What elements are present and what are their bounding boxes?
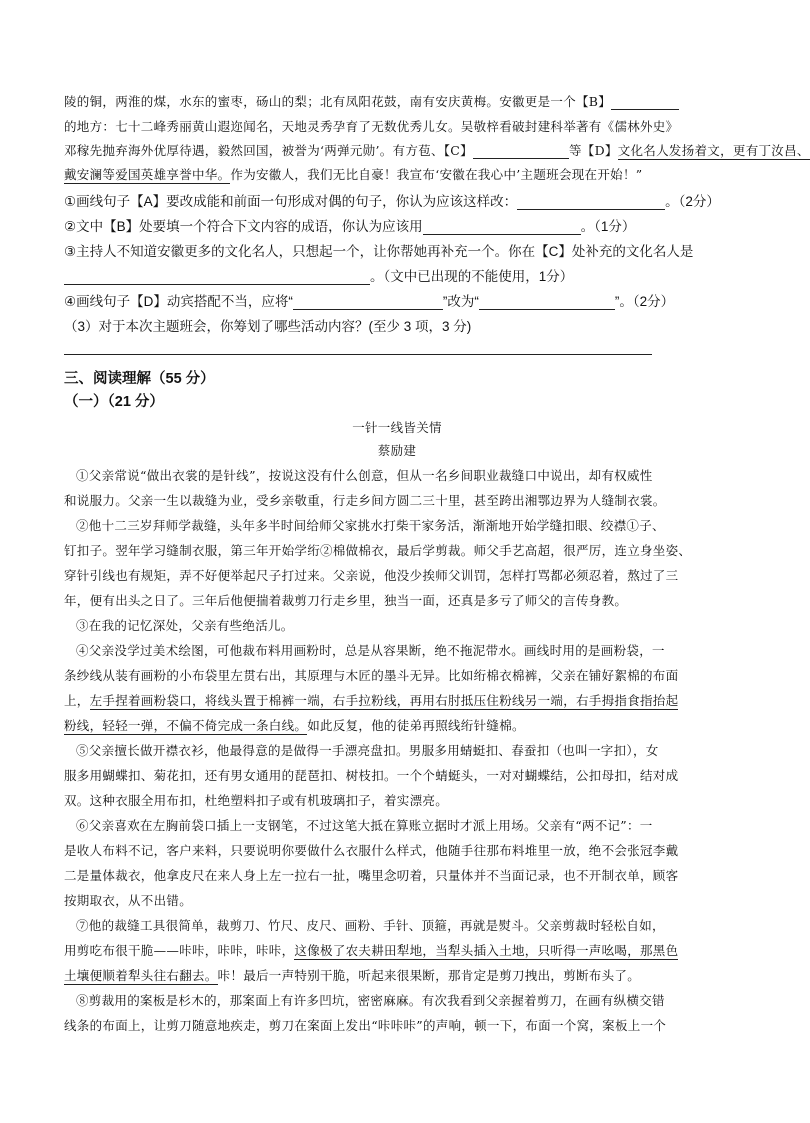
- paragraph-line: 是收人布料不记，客户来料，只要说明你要做什么衣服什么样式，他随手往那布料堆里一放，绝不会张冠李戴: [64, 843, 679, 858]
- paragraph-line: [64, 966, 736, 984]
- paragraph-text: 咔！最后一声特别干脆，听起来很果断，那肯定是剪刀拽出，剪断布头了。: [217, 968, 641, 983]
- blank-c[interactable]: [473, 144, 569, 159]
- question-score: 。（2分）: [665, 194, 720, 209]
- underlined-sentence: 土壤便顺着犁头往右翻去。: [64, 968, 218, 983]
- answer-blank-4b[interactable]: [479, 295, 615, 310]
- paragraph-line: 双。这种衣服全用布扣，杜绝塑料扣子或有机玻璃扣子，着实漂亮。: [64, 793, 449, 808]
- article-title: 一针一线皆关情: [352, 420, 442, 435]
- paragraph-text: 用剪吃布很干脆——咔咔，咔咔，咔咔，: [64, 943, 295, 958]
- paragraph-line: 和说服力。父亲一生以裁缝为业，受乡亲敬重，行走乡间方圆二三十里，甚至跨出湘鄂边界为人缝制衣裳。: [64, 493, 666, 508]
- answer-blank-3[interactable]: [64, 270, 370, 285]
- article-author: 蔡励建: [377, 443, 417, 458]
- paragraph-line: ⑥父亲喜欢在左胸前袋口插上一支钢笔，不过这笔大抵在算账立据时才派上用场。父亲有“两不记”：一: [76, 818, 653, 833]
- paragraph-line: ⑦他的裁缝工具很简单，裁剪刀、竹尺、皮尺、画粉、手针、顶箍，再就是熨斗。父亲剪裁时轻松自如，: [76, 918, 665, 933]
- paragraph-line: [64, 941, 736, 959]
- question-text: ②文中【B】处要填一个符合下文内容的成语，你认为应该用: [64, 219, 423, 234]
- question-5: （3）对于本次主题班会，你筹划了哪些活动内容？(至少 3 项，3 分): [64, 319, 472, 334]
- question-1: [64, 190, 736, 210]
- paragraph-line: 二是量体裁衣，他拿皮尺在来人身上左一拉右一扯，嘴里念叨着，只量体并不当面记录，也不开制衣单，顾客: [64, 868, 679, 883]
- question-4: [64, 290, 736, 310]
- underlined-sentence-d: 戴安澜等爱国英雄享誉中华。: [64, 167, 231, 182]
- intro-line-2: 的地方：七十二峰秀丽黄山遐迩闻名，天地灵秀孕育了无数优秀儿女。吴敬梓看破封建科举著有《儒林外史》: [64, 119, 679, 134]
- paragraph-line: ⑤父亲擅长做开襟衣衫，他最得意的是做得一手漂亮盘扣。男服多用蜻蜓扣、春蚕扣（也叫一字扣），女: [76, 743, 659, 758]
- paragraph-line: [64, 716, 736, 734]
- answer-line-5[interactable]: [64, 354, 652, 355]
- answer-blank-2[interactable]: [423, 220, 581, 235]
- paragraph-line: ④父亲没学过美术绘图，可他裁布料用画粉时，总是从容果断，绝不拖泥带水。画线时用的是画粉袋，一: [76, 643, 665, 658]
- answer-blank-4a[interactable]: [293, 295, 443, 310]
- paragraph-line: 钉扣子。翌年学习缝制衣服，第三年开始学绗②棉做棉衣，最后学剪裁。师父手艺高超，很严厉，连立身坐姿、: [64, 543, 692, 558]
- underlined-sentence-d: 文化名人发扬着文，更有丁汝昌、: [617, 143, 810, 158]
- paragraph-line: ①父亲常说“做出衣裳的是针线”，按说这没有什么创意，但从一名乡间职业裁缝口中说出，却有权威性: [76, 468, 653, 483]
- paragraph-line: 线条的布面上，让剪刀随意地疾走，剪刀在案面上发出“咔咔咔”的声响，顿一下，布面一个窝，案板上一个: [64, 1018, 667, 1033]
- paragraph-line: 年，便有出头之日了。三年后他便揣着裁剪刀行走乡里，独当一面，还真是多亏了师父的言传身教。: [64, 593, 628, 608]
- question-score: 。（1分）: [580, 219, 636, 234]
- paragraph-line: ⑧剪裁用的案板是杉木的，那案面上有许多凹坑，密密麻麻。有次我看到父亲握着剪刀，在画有纵横交错: [76, 993, 665, 1008]
- paragraph-line: ②他十二三岁拜师学裁缝，头年多半时间给师父家挑水打柴干家务活，渐渐地开始学缝扣眼、绞襟①子、: [76, 518, 665, 533]
- intro-text: 等【D】: [568, 143, 618, 158]
- paragraph-line: 服多用蝴蝶扣、菊花扣，还有男女通用的琵琶扣、树枝扣。一个个蜻蜓头，一对对蝴蝶结，公扣母扣，结对成: [64, 768, 679, 783]
- question-2: [64, 215, 736, 235]
- section-title: 三、阅读理解（55 分）: [64, 371, 215, 387]
- question-3-cont: [64, 265, 736, 285]
- intro-line-3: [64, 141, 810, 159]
- question-text: ”改为“: [442, 294, 479, 309]
- paragraph-line: 条纱线从装有画粉的小布袋里左贯右出，其原理与木匠的墨斗无异。比如绗棉衣棉裤，父亲在铺好絮棉的布面: [64, 668, 679, 683]
- question-score: 。（文中已出现的不能使用，1分）: [370, 269, 574, 284]
- question-score: ”。（2分）: [614, 294, 675, 309]
- underlined-sentence: 这像极了农夫耕田犁地，当犁头插入土地，只听得一声吆喝，那黑色: [294, 943, 679, 958]
- question-text: ①画线句子【A】要改成能和前面一句形成对偶的句子，你认为应该这样改：: [64, 194, 518, 209]
- paragraph-line: 穿针引线也有规矩，弄不好便举起尺子打过来。父亲说，他没少挨师父训罚，怎样打骂都必须忍着，熬过了三: [64, 568, 679, 583]
- paragraph-line: ③在我的记忆深处，父亲有些绝活儿。: [76, 618, 294, 633]
- question-text: ④画线句子【D】动宾搭配不当，应将“: [64, 294, 293, 309]
- section-subtitle: （一）（21 分）: [64, 394, 164, 410]
- question-3: ③主持人不知道安徽更多的文化名人，只想起一个，让你帮她再补充一个。你在【C】处补充的文化名人是: [64, 244, 694, 259]
- paragraph-text: 如此反复，他的徒弟再照线绗针缝棉。: [307, 718, 525, 733]
- paragraph-line: [64, 691, 736, 709]
- intro-line-1: [64, 92, 736, 110]
- intro-text: 作为安徽人，我们无比自豪！我宣布‘安徽在我心中’主题班会现在开始！”: [230, 167, 643, 182]
- intro-text: 陵的铜，两淮的煤，水东的蜜枣，砀山的梨；北有凤阳花鼓，南有安庆黄梅。安徽更是一个【B】: [64, 94, 612, 109]
- intro-line-4: [64, 165, 736, 183]
- blank-b[interactable]: [611, 95, 679, 110]
- underlined-sentence: 左手捏着画粉袋口，将线头置于棉裤一端，右手拉粉线，再用右肘抵压住粉线另一端，右手拇指食指抬起: [89, 693, 679, 708]
- intro-text: 邓稼先抛弃海外优厚待遇，毅然回国，被誉为‘两弹元勋’。有方苞、【C】: [64, 143, 473, 158]
- paragraph-text: 上，: [64, 693, 90, 708]
- underlined-sentence: 粉线，轻轻一弹，不偏不倚完成一条白线。: [64, 718, 308, 733]
- paragraph-line: 按期取衣，从不出错。: [64, 893, 193, 908]
- answer-blank-1[interactable]: [517, 195, 665, 210]
